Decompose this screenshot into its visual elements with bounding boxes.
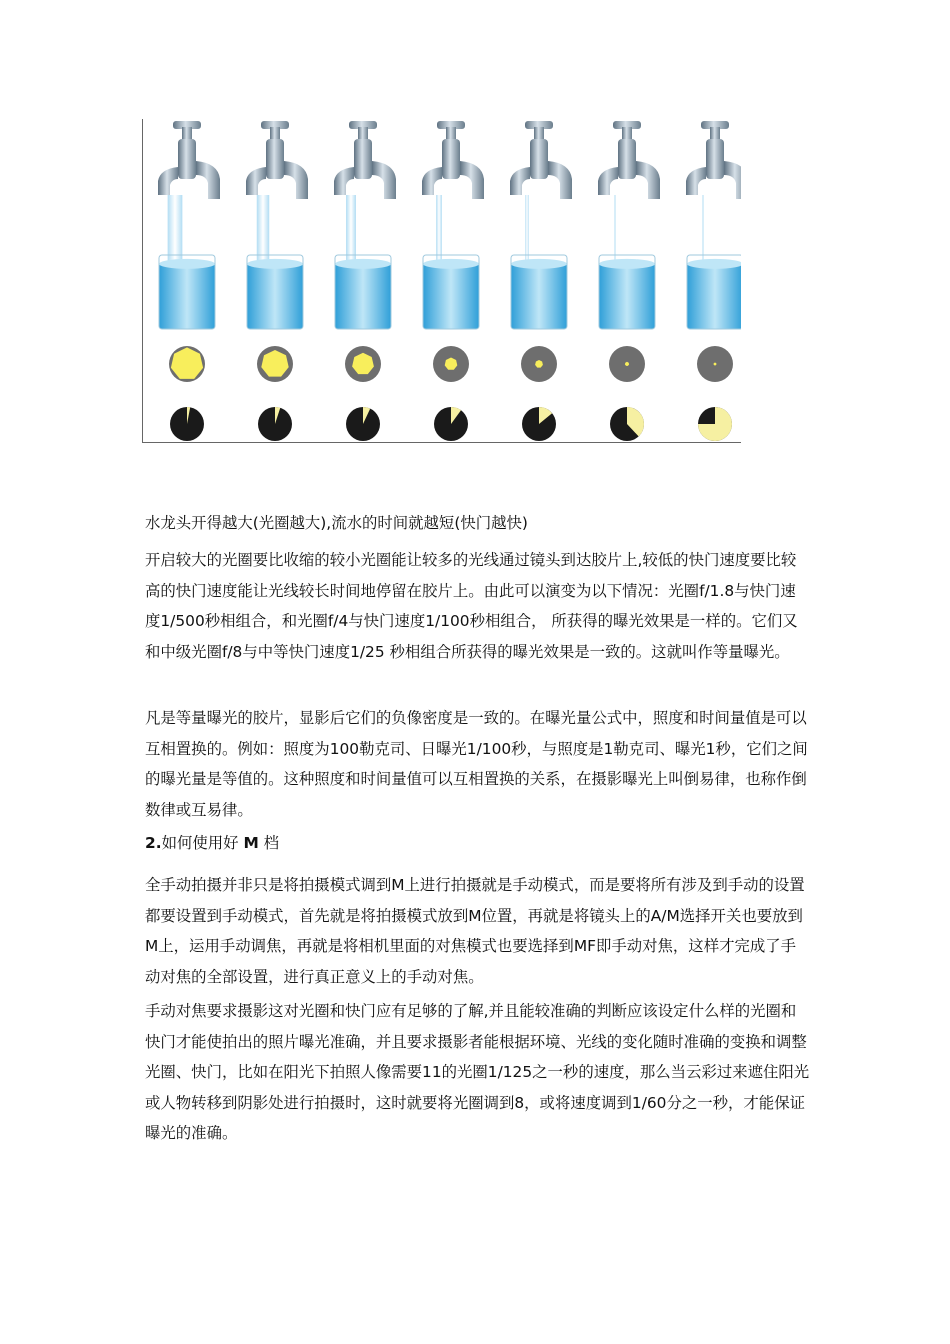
tap-stem-icon [358,127,368,141]
glass-water-icon [159,264,215,329]
paragraph-manual-mode: 全手动拍摄并非只是将拍摄模式调到M上进行拍摄就是手动模式，而是要将所有涉及到手动的设置都要设置到手动模式，首先就是将拍摄模式放到M位置，再就是将镜头上的A/M选择开关也要放到M上，运用手动调焦，再就是将相机里面的对焦模式也要选择到MF即手动对焦，这样才完成了手动对焦的全部设置，进行真正意义上的手动对焦。 [145,876,805,986]
water-surface-icon [159,259,215,269]
tap-pipe-icon [284,161,308,199]
tap-stem-icon [534,127,544,141]
paragraph-manual-focus: 手动对焦要求摄影这对光圈和快门应有足够的了解,并且能较准确的判断应该设定什么样的光圈和快门才能使拍出的照片曝光准确，并且要求摄影者能根据环境、光线的变化随时准确的变换和调整光圈、快门，比如在阳光下拍照人像需要11的光圈1/125之一秒的速度，那么当云彩过来遮住阳光或人物转移到阴影处进行拍摄时，这时就要将光圈调到8，或将速度调到1/60分之一秒，才能保证曝光的准确。 [145,1002,810,1142]
water-surface-icon [335,259,391,269]
illustration-svg [143,119,741,442]
tap-stem-icon [622,127,632,141]
tap-spout-icon [598,167,618,195]
tap-body-icon [354,139,372,179]
water-surface-icon [511,259,567,269]
tap-stem-icon [446,127,456,141]
tap-pipe-icon [636,161,660,199]
tap-body-icon [178,139,196,179]
tap-pipe-icon [724,161,741,199]
tap-body-icon [266,139,284,179]
paragraph-equal-exposure: 开启较大的光圈要比收缩的较小光圈能让较多的光线通过镜头到达胶片上,较低的快门速度要比较高的快门速度能让光线较长时间地停留在胶片上。由此可以演变为以下情况：光圈f/1.8与快门速度1/500秒相组合，和光圈f/4与快门速度1/100秒相组合， 所获得的曝光效果是一样的。它们又和中级光圈f/8与中等快门速度1/25 秒相组合所获得的曝光效果是一致的。这就叫作等量曝光。 [145,551,798,661]
section-heading [145,831,810,853]
tap-spout-icon [334,167,354,195]
glass-water-icon [335,264,391,329]
tap-stem-icon [710,127,720,141]
tap-spout-icon [158,167,178,195]
glass-water-icon [247,264,303,329]
tap-pipe-icon [460,161,484,199]
tap-pipe-icon [548,161,572,199]
tap-body-icon [442,139,460,179]
water-surface-icon [247,259,303,269]
glass-water-icon [599,264,655,329]
tap-spout-icon [422,167,442,195]
figure-caption: 水龙头开得越大(光圈越大),流水的时间就越短(快门越快) [145,514,528,532]
tap-aperture-shutter-illustration [142,119,741,443]
tap-stem-icon [182,127,192,141]
tap-body-icon [706,139,724,179]
tap-spout-icon [510,167,530,195]
glass-water-icon [511,264,567,329]
tap-body-icon [618,139,636,179]
tap-pipe-icon [372,161,396,199]
water-surface-icon [599,259,655,269]
tap-spout-icon [686,167,706,195]
heading-m: M [243,834,259,852]
heading-text-b: 档 [263,834,280,852]
water-surface-icon [423,259,479,269]
glass-water-icon [423,264,479,329]
heading-number: 2. [145,834,162,852]
tap-spout-icon [246,167,266,195]
heading-text-a: 如何使用好 [161,834,239,852]
glass-water-icon [687,264,741,329]
paragraph-reciprocity: 凡是等量曝光的胶片，显影后它们的负像密度是一致的。在曝光量公式中，照度和时间量值是可以互相置换的。例如：照度为100勒克司、日曝光1/100秒，与照度是1勒克司、曝光1秒，它们之间的曝光量是等值的。这种照度和时间量值可以互相置换的关系，在摄影曝光上叫倒易律，也称作倒数律或互易律。 [145,709,808,819]
tap-stem-icon [270,127,280,141]
tap-body-icon [530,139,548,179]
water-surface-icon [687,259,741,269]
tap-pipe-icon [196,161,220,199]
